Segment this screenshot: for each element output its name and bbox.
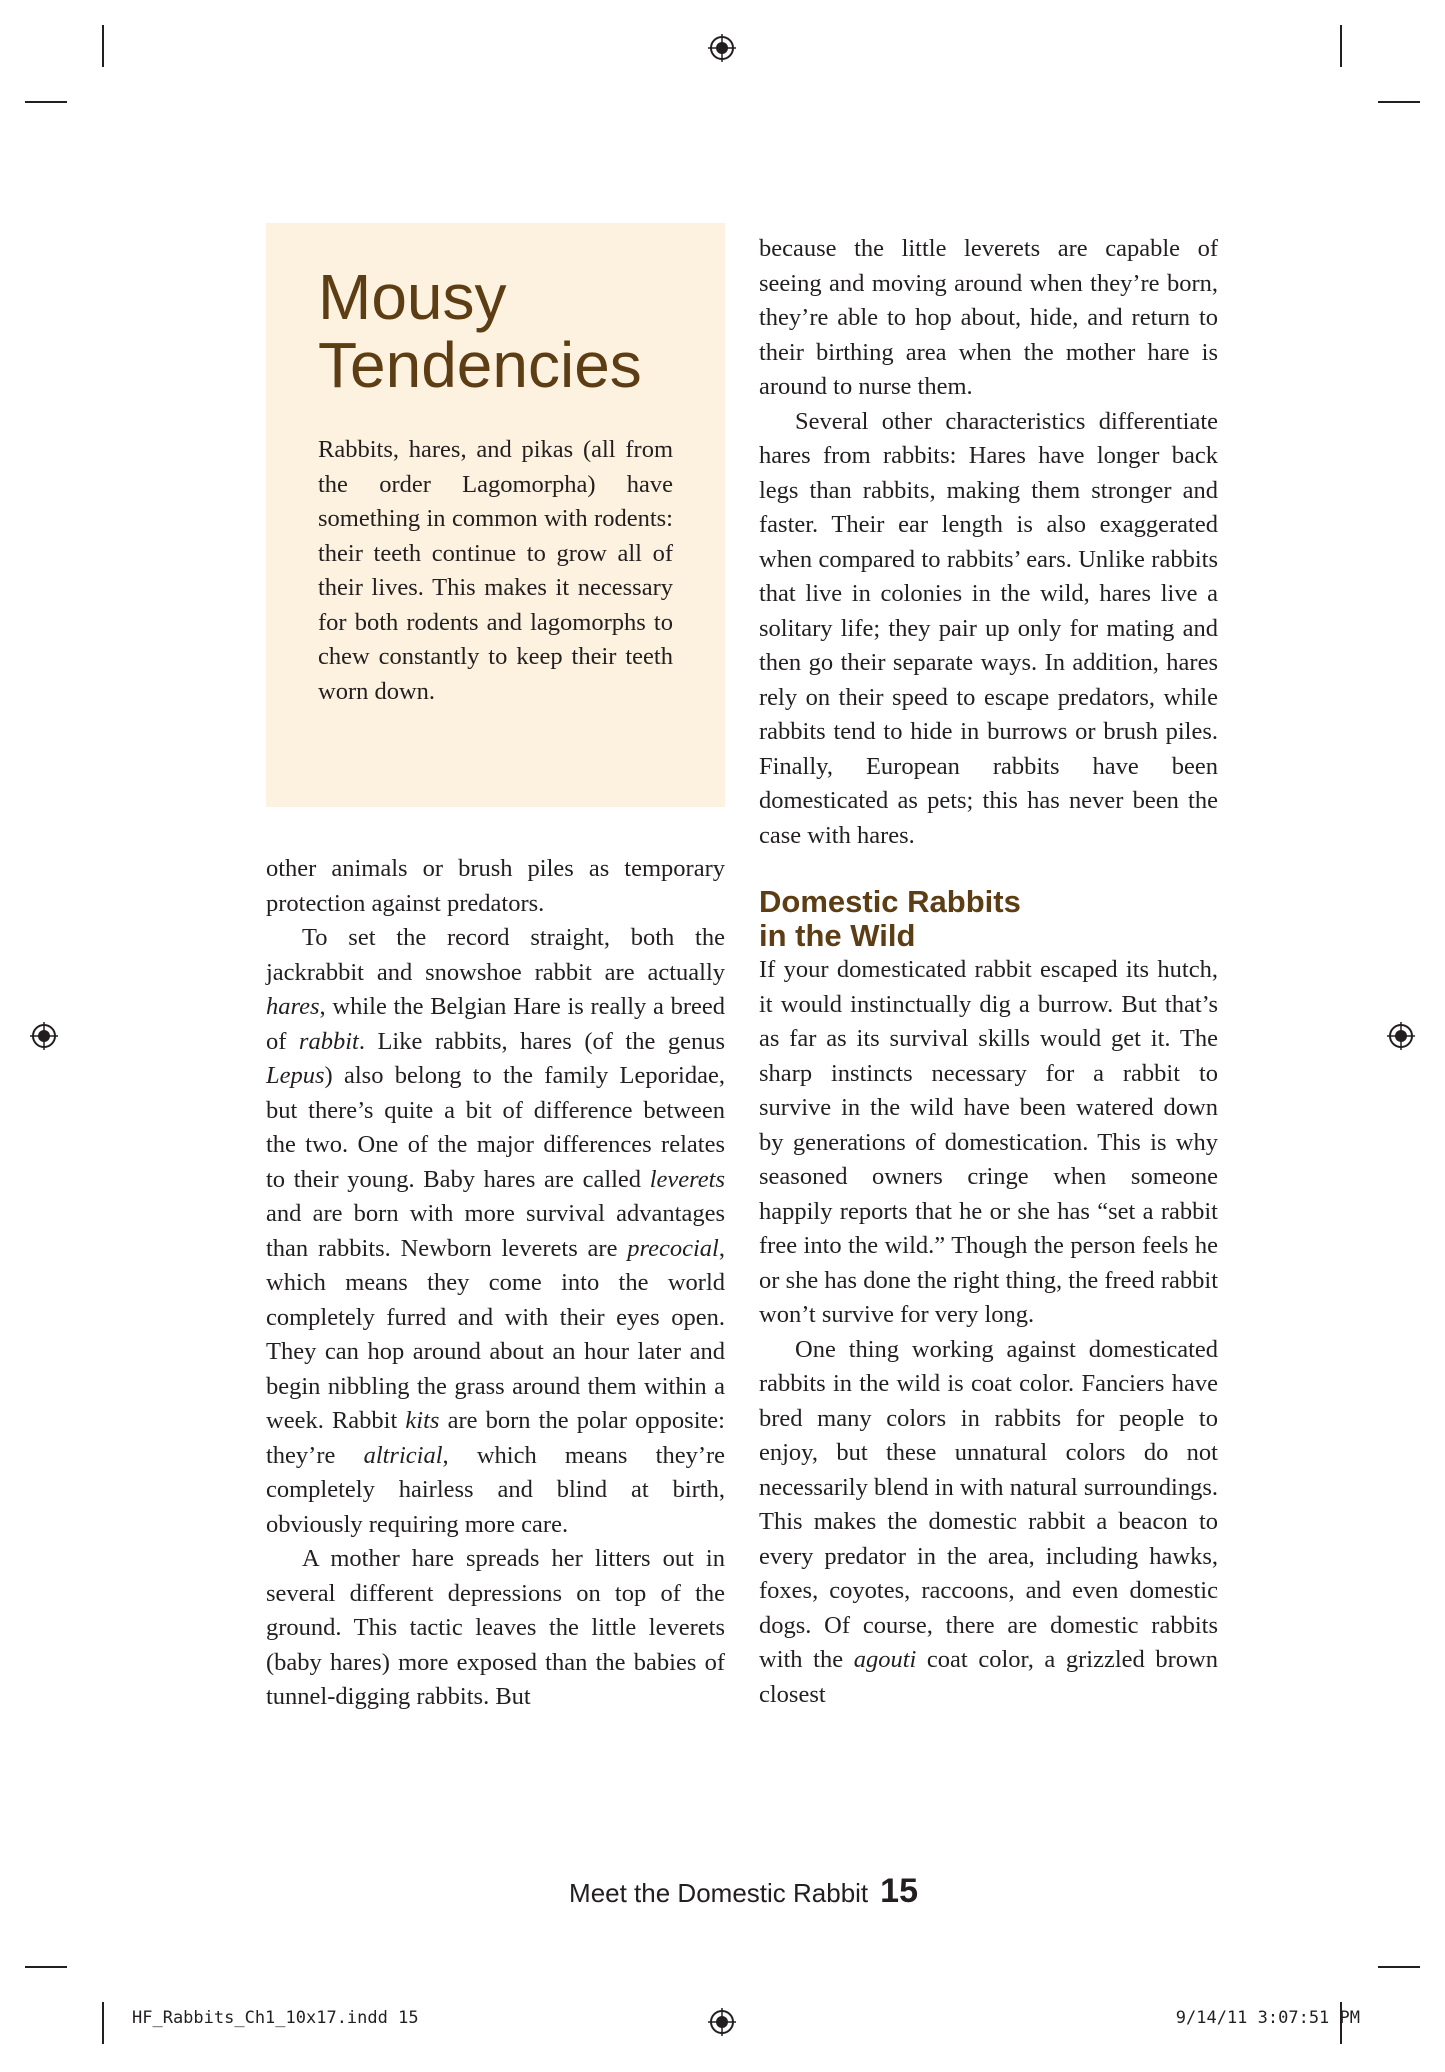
crop-mark xyxy=(102,2002,104,2044)
sidebar-title-line2: Tendencies xyxy=(318,329,642,401)
paragraph: A mother hare spreads her litters out in several different depressions on top of the ground. This tactic leaves the little leverets (baby hares) more exposed than the babies of tunnel-digging rabbits. But xyxy=(266,1545,725,1710)
paragraph: other animals or brush piles as temporary protection against predators. xyxy=(266,855,725,917)
crop-mark xyxy=(1378,1966,1420,1968)
paragraph: To set the record straight, both the jackrabbit and snowshoe rabbit are actually hares, while the Belgian Hare is really a breed of rabbit. Like rabbits, hares (of the genus Lepus) also belong to the family Leporidae, but there’s quite a bit of difference between the two. One of the major differences relates to their young. Baby hares are called leverets and are born with more survival advantages than rabbits. Newborn leverets are precocial, which means they come into the world completely furred and with their eyes open. They can hop around about an hour later and begin nibbling the grass around them within a week. Rabbit kits are born the polar opposite: they’re altricial, which means they’re completely hairless and blind at birth, obviously requiring more care. xyxy=(266,924,726,1538)
sidebar-box xyxy=(266,223,725,807)
right-column xyxy=(759,232,1218,1712)
slug-datetime: 9/14/11 3:07:51 PM xyxy=(1175,2008,1360,2028)
registration-mark-icon xyxy=(1387,1022,1415,1050)
registration-mark-icon xyxy=(708,2008,736,2036)
paragraph: If your domesticated rabbit escaped its hutch, it would instinctually dig a burrow. But that’s as far as its survival skills would get it. The sharp instincts necessary for a rabbit to survive in the wild have been watered down by generations of domestication. This is why seasoned owners cringe when someone happily reports that he or she has “set a rabbit free into the wild.” Though the person feels he or she has done the right thing, the freed rabbit won’t survive for very long. xyxy=(759,956,1218,1328)
sidebar-title xyxy=(318,263,673,399)
slug-filename: HF_Rabbits_Ch1_10x17.indd 15 xyxy=(132,2008,419,2028)
sidebar-text: Rabbits, hares, and pikas (all from the order Lagomorpha) have something in common with rodents: their teeth continue to grow all of their lives. This makes it necessary for both rodents and lagomorphs to chew constantly to keep their teeth worn down. xyxy=(318,436,673,705)
paragraph: One thing working against domesticated rabbits in the wild is coat color. Fanciers have bred many colors in rabbits for people to enjoy, but these unnatural colors do not necessarily blend in with natural surroundings. This makes the domestic rabbit a beacon to every predator in the area, including hawks, foxes, coyotes, raccoons, and even domestic dogs. Of course, there are domestic rabbits with the agouti coat color, a grizzled brown closest xyxy=(759,1335,1218,1708)
running-head: Meet the Domestic Rabbit xyxy=(569,1878,869,1908)
crop-mark xyxy=(102,25,104,67)
registration-mark-icon xyxy=(30,1022,58,1050)
registration-mark-icon xyxy=(708,34,736,62)
paragraph: Several other characteristics differentiate hares from rabbits: Hares have longer back legs than rabbits, making them stronger and faster. Their ear length is also exaggerated when compared to rabbits’ ears. Unlike rabbits that live in colonies in the wild, hares live a solitary life; they pair up only for mating and then go their separate ways. In addition, hares rely on their speed to escape predators, while rabbits tend to hide in burrows or brush piles. Finally, European rabbits have been domesticated as pets; this has never been the case with hares. xyxy=(759,407,1218,849)
crop-mark xyxy=(25,1966,67,1968)
crop-mark xyxy=(1340,25,1342,67)
page-number: 15 xyxy=(880,1872,918,1910)
page-footer xyxy=(569,1872,918,1911)
left-column xyxy=(266,852,725,1715)
paragraph: because the little leverets are capable of seeing and moving around when they’re born, they’re able to hop about, hide, and return to their birthing area when the mother hare is around to nurse them. xyxy=(759,235,1218,400)
section-heading: Domestic Rabbits in the Wild xyxy=(759,884,1021,953)
sidebar-title-line1: Mousy xyxy=(318,261,507,333)
crop-mark xyxy=(1378,101,1420,103)
crop-mark xyxy=(25,101,67,103)
